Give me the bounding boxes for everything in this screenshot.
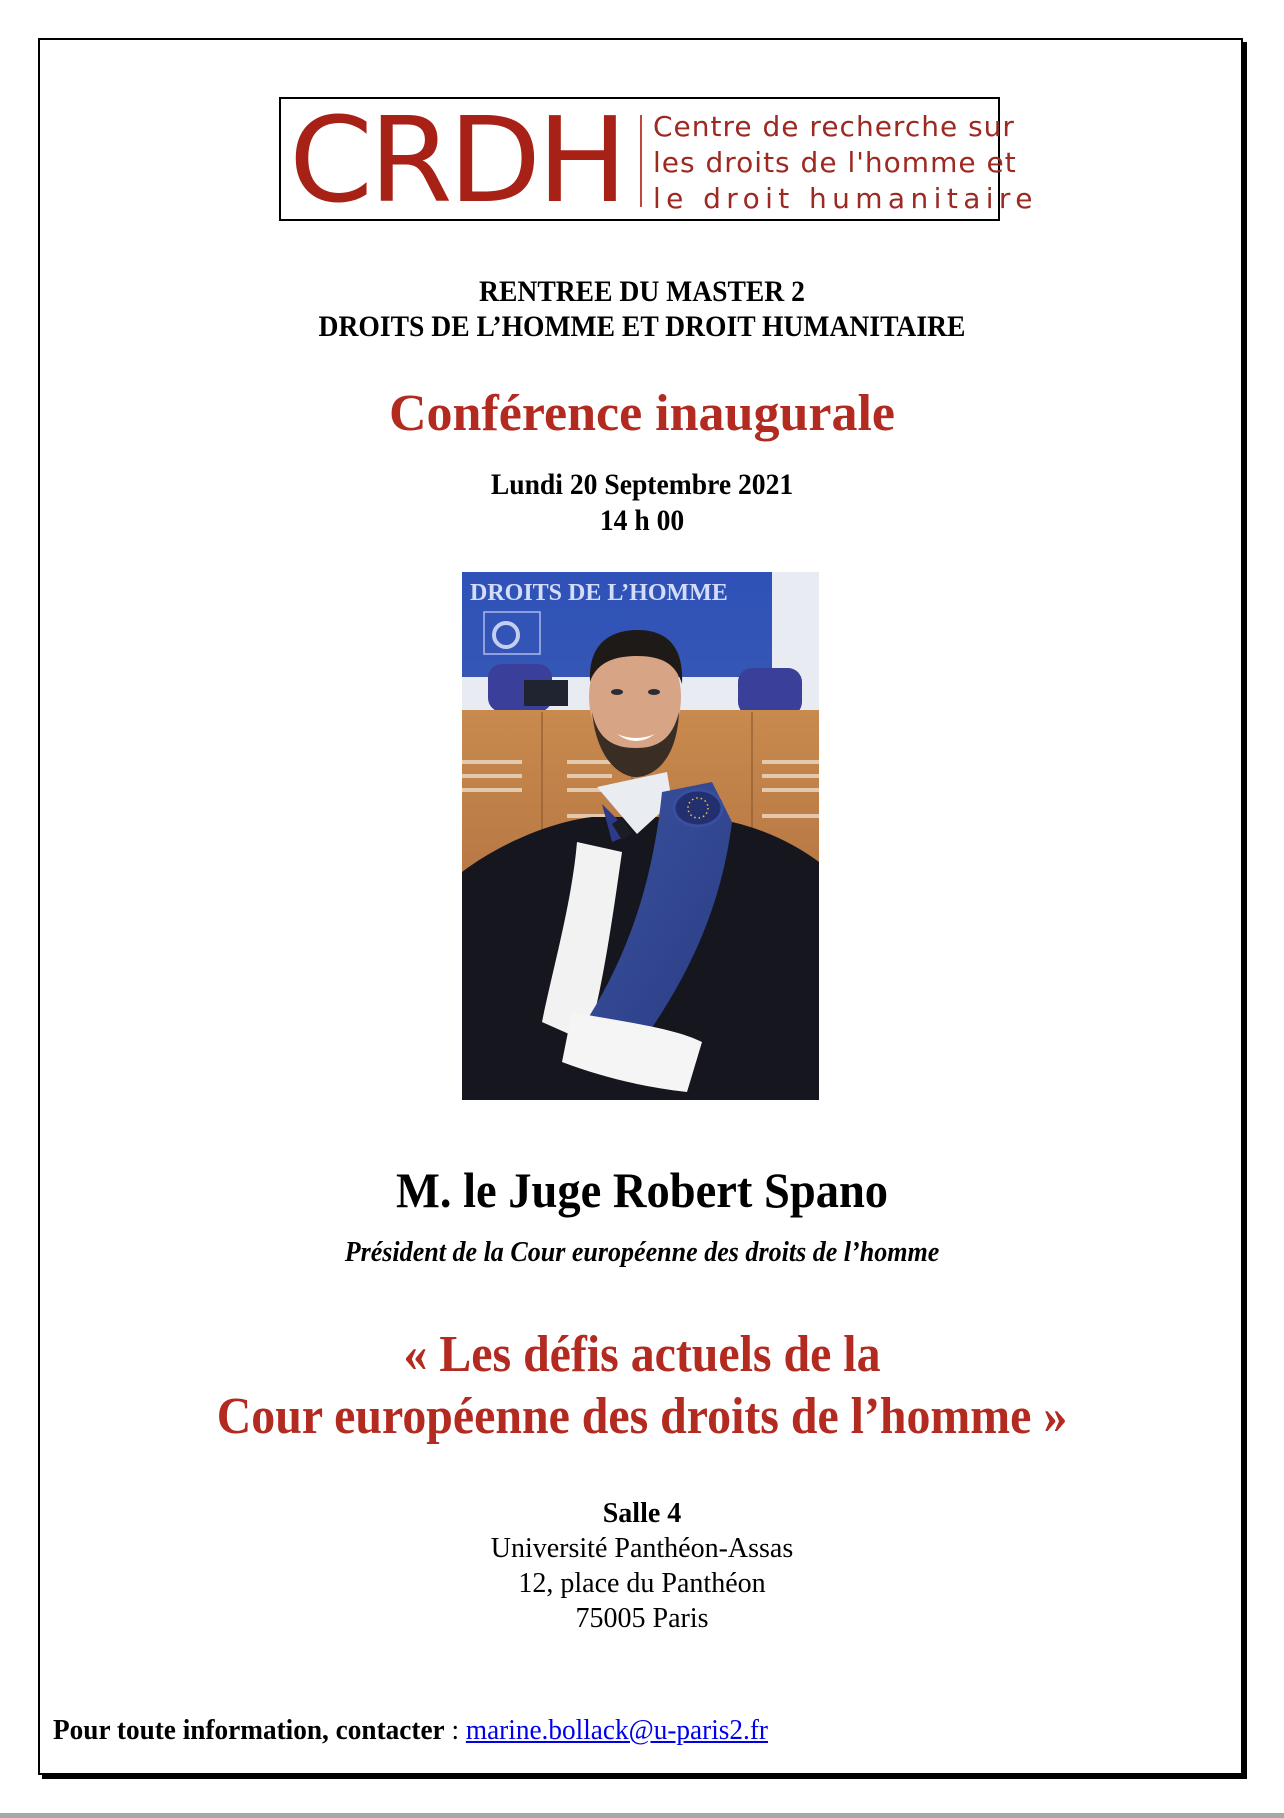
venue-city: 75005 Paris bbox=[575, 1603, 709, 1634]
header-line-1: RENTREE DU MASTER 2 bbox=[479, 275, 805, 308]
contact-line bbox=[53, 1712, 768, 1748]
venue-institution: Université Panthéon-Assas bbox=[490, 1533, 794, 1564]
talk-title-line-2: Cour européenne des droits de l’homme » bbox=[216, 1388, 1068, 1445]
venue-room: Salle 4 bbox=[602, 1498, 682, 1529]
header-line-2: DROITS DE L’HOMME ET DROIT HUMANITAIRE bbox=[318, 310, 966, 343]
speaker-role: Président de la Cour européenne des droits de l’homme bbox=[344, 1237, 940, 1268]
speaker-name: M. le Juge Robert Spano bbox=[395, 1162, 889, 1218]
contact-separator: : bbox=[444, 1714, 466, 1746]
logo-line-2: les droits de l'homme et bbox=[653, 146, 1017, 179]
logo-line-3: le droit humanitaire bbox=[653, 182, 1038, 215]
svg-text:DROITS DE L’HOMME: DROITS DE L’HOMME bbox=[470, 580, 728, 606]
speaker-photo bbox=[462, 572, 819, 1100]
venue-street: 12, place du Panthéon bbox=[518, 1568, 766, 1599]
logo-line-1: Centre de recherche sur bbox=[653, 110, 1015, 143]
event-title: Conférence inaugurale bbox=[389, 385, 895, 442]
event-date: Lundi 20 Septembre 2021 bbox=[490, 468, 794, 501]
contact-label: Pour toute information, contacter bbox=[53, 1714, 445, 1746]
crdh-logo bbox=[279, 91, 1038, 229]
viewer-bottom-edge bbox=[0, 1813, 1284, 1818]
logo-full-name bbox=[653, 109, 1038, 217]
speaker-portrait-illustration bbox=[462, 572, 819, 1100]
talk-title-line-1: « Les défis actuels de la bbox=[403, 1326, 881, 1383]
contact-email-link[interactable]: marine.bollack@u-paris2.fr bbox=[465, 1714, 769, 1746]
logo-separator bbox=[640, 115, 642, 207]
event-time: 14 h 00 bbox=[599, 504, 685, 537]
logo-acronym: CRDH bbox=[289, 91, 624, 229]
